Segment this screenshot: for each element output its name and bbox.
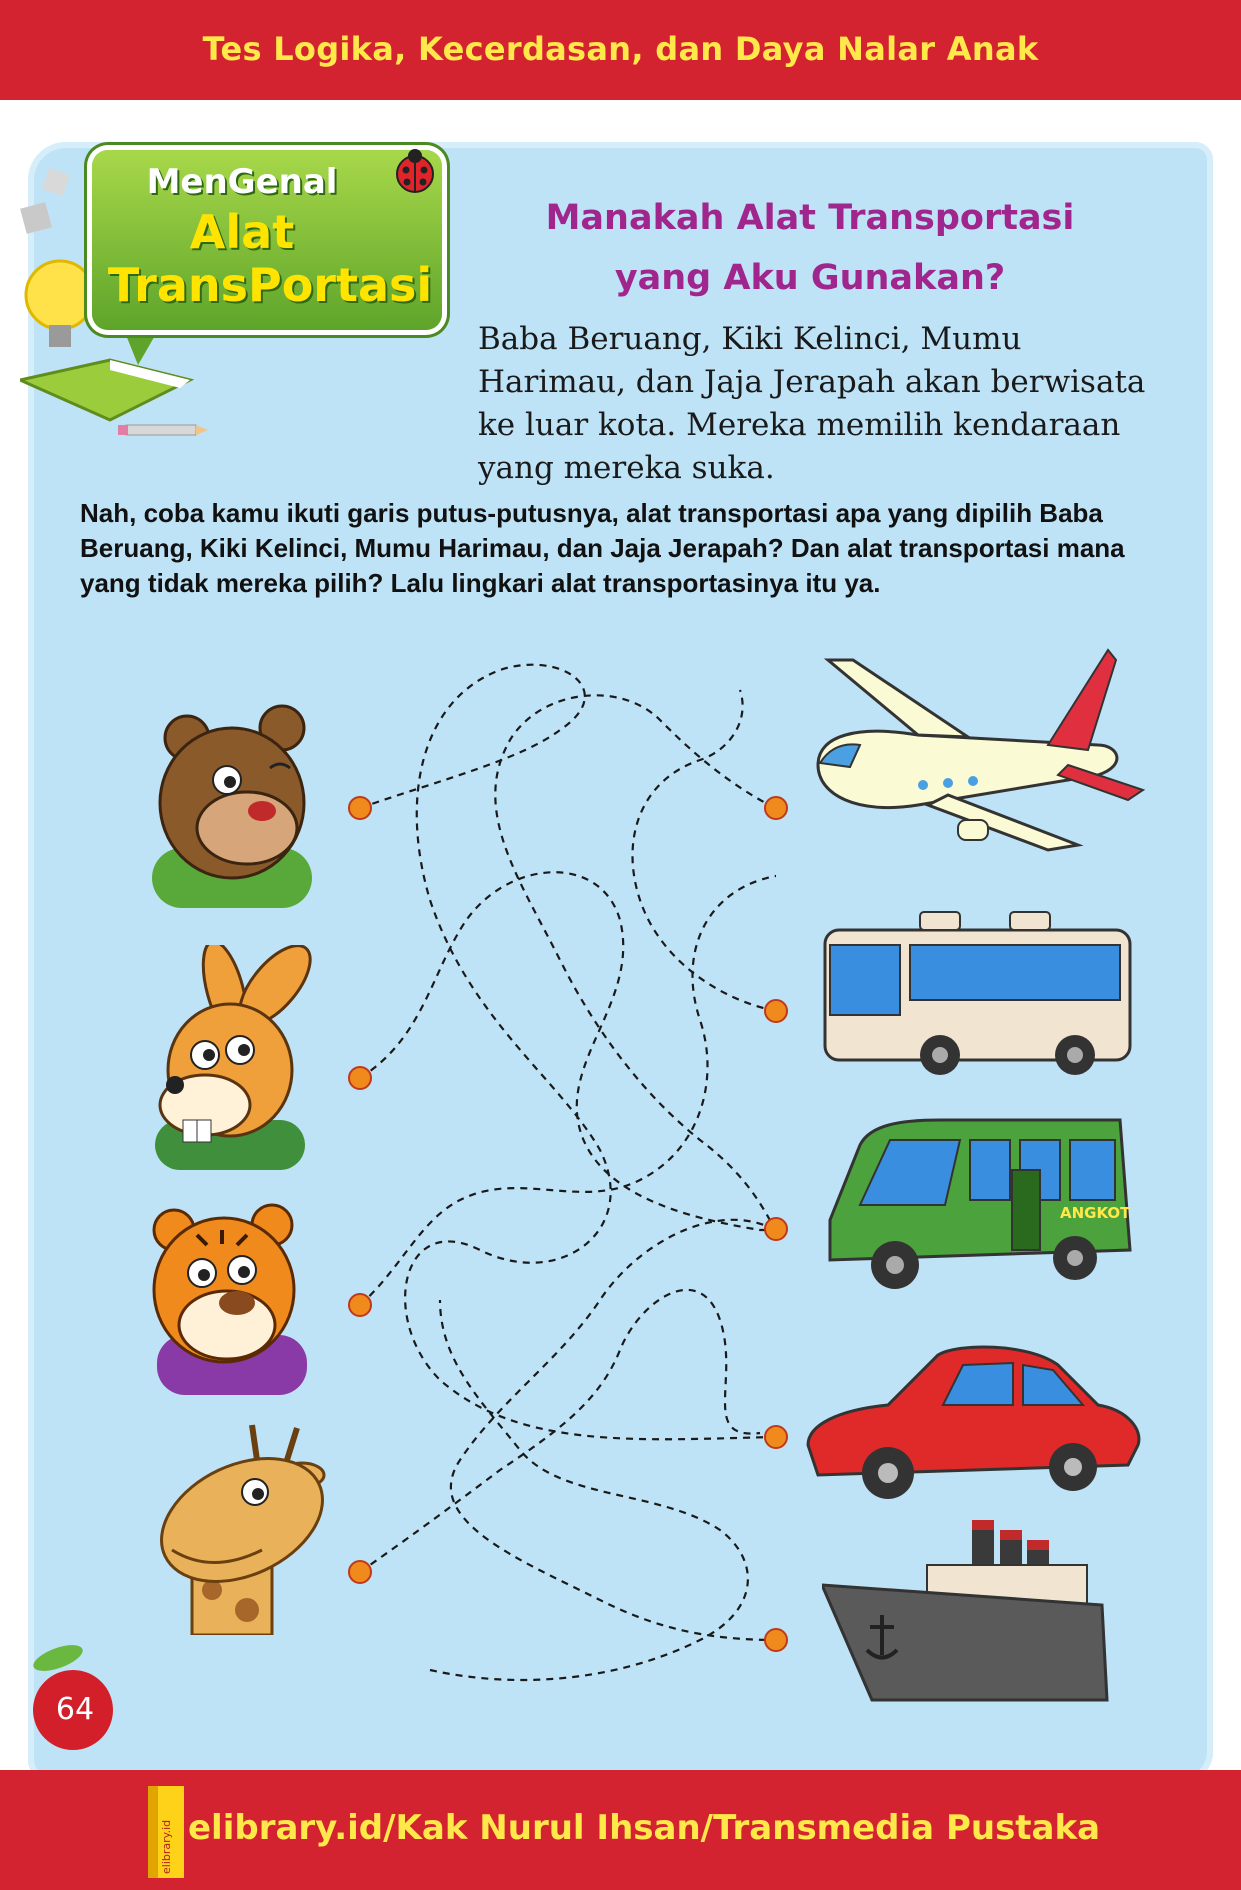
footer-credit: elibrary.id/Kak Nurul Ihsan/Transmedia Pustaka [188,1808,1101,1848]
story-paragraph: Baba Beruang, Kiki Kelinci, Mumu Harimau, dan Jaja Jerapah akan berwisata ke luar kota. Mereka memilih kendaraan yang mereka suka. [478,321,1146,486]
giraffe-icon [152,1420,332,1635]
animal-dot-1 [349,797,371,819]
car-icon [798,1335,1143,1505]
vehicle-dot-5 [765,1629,787,1651]
animal-dot-2 [349,1067,371,1089]
ship-icon [822,1505,1112,1705]
rabbit-icon [145,945,335,1170]
heading-line-2: yang Aku Gunakan? [614,258,1006,298]
vehicle-dot-4 [765,1426,787,1448]
page-number: 64 [55,1692,95,1727]
vehicle-dot-1 [765,797,787,819]
badge-text-transportasi: TransPortasi [107,258,433,312]
vehicle-dot-2 [765,1000,787,1022]
heading-line-1: Manakah Alat Transportasi [545,198,1075,238]
elibrary-logo [148,1786,184,1878]
vehicle-dot-3 [765,1218,787,1240]
angkot-label: ANGKOT [1060,1204,1131,1222]
airplane-icon [798,645,1148,865]
animal-dot-4 [349,1561,371,1583]
animal-dot-3 [349,1294,371,1316]
badge-text-mengenal: MenGenal [146,162,338,202]
bus-icon [820,900,1140,1080]
header-title: Tes Logika, Kecerdasan, dan Daya Nalar Anak [202,30,1039,68]
instruction-paragraph: Nah, coba kamu ikuti garis putus-putusnya, alat transportasi apa yang dipilih Baba Beruang, Kiki Kelinci, Mumu Harimau, dan Jaja Jerapah? Dan alat transportasi mana yang tidak mereka pilih? Lalu lingkari alat transportasinya itu ya. [80,498,1125,598]
svg-text:elibrary.id: elibrary.id [160,1819,173,1874]
bear-icon [152,698,322,908]
badge-text-alat: Alat [189,205,295,259]
tiger-icon [152,1195,322,1395]
angkot-icon [820,1110,1140,1300]
